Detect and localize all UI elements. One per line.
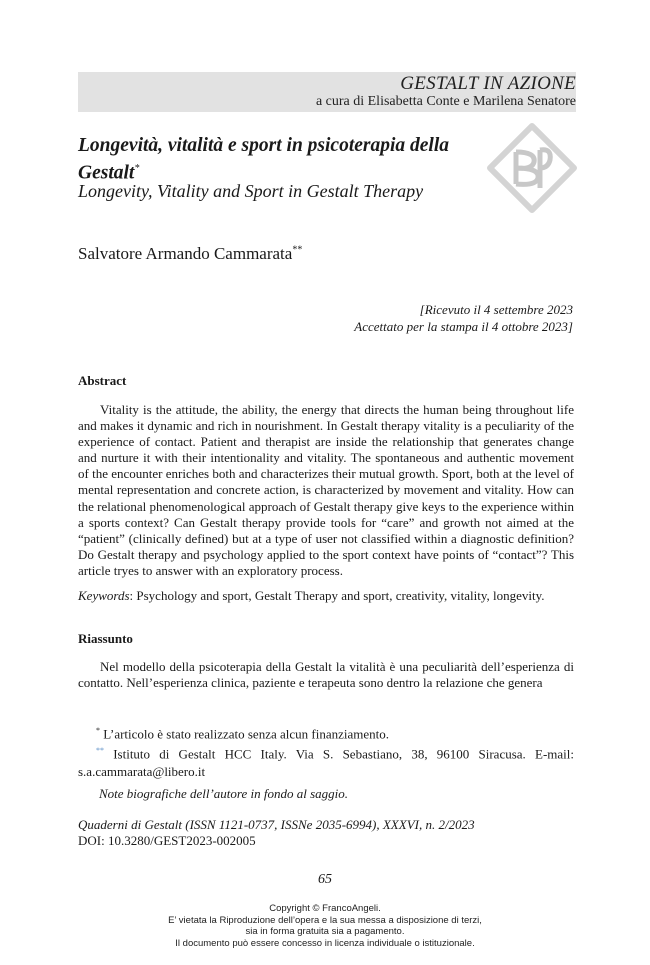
received-accepted-dates [354, 302, 573, 335]
keywords-text: : Psychology and sport, Gestalt Therapy and sport, creativity, vitality, longevity. [129, 588, 545, 603]
footnote-1-text: L’articolo è stato realizzato senza alcun finanziamento. [100, 726, 389, 742]
footnote-1 [78, 722, 574, 742]
publisher-monogram-logo-icon [486, 122, 578, 214]
riassunto-text: Nel modello della psicoterapia della Gestalt la vitalità è una peculiarità dell’esperienza di contatto. Nell’esperienza clinica, paziente e terapeuta sono dentro la relazione che genera [78, 659, 574, 691]
copyright-line-2: E’ vietata la Riproduzione dell’opera e la sua messa a disposizione di terzi, [168, 914, 482, 926]
article-title-english: Longevity, Vitality and Sport in Gestalt Therapy [78, 181, 424, 201]
copyright-notice [0, 903, 650, 949]
riassunto-paragraph [78, 659, 574, 691]
copyright-line-3: sia in forma gratuita sia a pagamento. [245, 926, 405, 938]
doi: DOI: 10.3280/GEST2023-002005 [78, 833, 256, 848]
author-line [78, 244, 302, 264]
copyright-line-4: Il documento può essere concesso in licenza individuale o istituzionale. [175, 937, 475, 949]
section-header-band [78, 72, 576, 112]
keywords-line [78, 588, 545, 604]
series-editors: a cura di Elisabetta Conte e Marilena Senatore [315, 94, 576, 109]
accepted-date: Accettato per la stampa il 4 ottobre 2023] [354, 318, 573, 334]
keywords-label: Keywords [78, 588, 130, 603]
footnote-1-mark: * [96, 726, 100, 735]
title-footnote-mark: * [134, 163, 140, 174]
title-italian-text: Longevità, vitalità e sport in psicoterapia della Gestalt [78, 135, 450, 184]
footnote-2-text: Istituto di Gestalt HCC Italy. Via S. Sebastiano, 38, 96100 Siracusa. E-mail: s.a.cammarata@libero.it [78, 746, 574, 779]
abstract-heading: Abstract [78, 373, 127, 388]
page-number: 65 [318, 872, 332, 887]
series-title: GESTALT IN AZIONE [400, 73, 576, 94]
footnote-2-mark: ** [96, 746, 104, 756]
abstract-paragraph [78, 402, 574, 579]
footnote-2 [78, 742, 574, 779]
author-footnote-mark: ** [292, 244, 303, 256]
footnotes [78, 722, 574, 780]
journal-citation [78, 817, 475, 849]
received-date: [Ricevuto il 4 settembre 2023 [419, 302, 573, 317]
abstract-text: Vitality is the attitude, the ability, the energy that directs the human being throughout life and makes it dynamic and rich in nourishment. In Gestalt therapy vitality is a peculiarity of the experience of contact. Patient and therapist are inside the relationship that generates change and nurture it with their intentionality and vitality. The spontaneous and authentic movement of the encounter enriches both and characterizes their mutual growth. Sport, both at the level of mental representation and concrete action, is characterized by movement and vitality. How can the relational phenomenological approach of Gestalt therapy give keys to the experience within a sports context? Can Gestalt therapy provide tools for “care” and growth not aimed at the “patient” (clinically defined) but at a type of user not classified within a diagnostic definition? Do Gestalt therapy and psychology applied to the sport context have points of “contact”? This article tryes to answer with an exploratory process. [78, 402, 574, 578]
journal-reference: Quaderni di Gestalt (ISSN 1121-0737, ISSNe 2035-6994), XXXVI, n. 2/2023 [78, 817, 475, 832]
bio-note: Note biografiche dell’autore in fondo al saggio. [99, 786, 349, 801]
article-title-italian [78, 134, 478, 185]
riassunto-heading: Riassunto [78, 631, 133, 646]
copyright-line-1: Copyright © FrancoAngeli. [269, 903, 381, 914]
author-name: Salvatore Armando Cammarata [78, 244, 293, 263]
